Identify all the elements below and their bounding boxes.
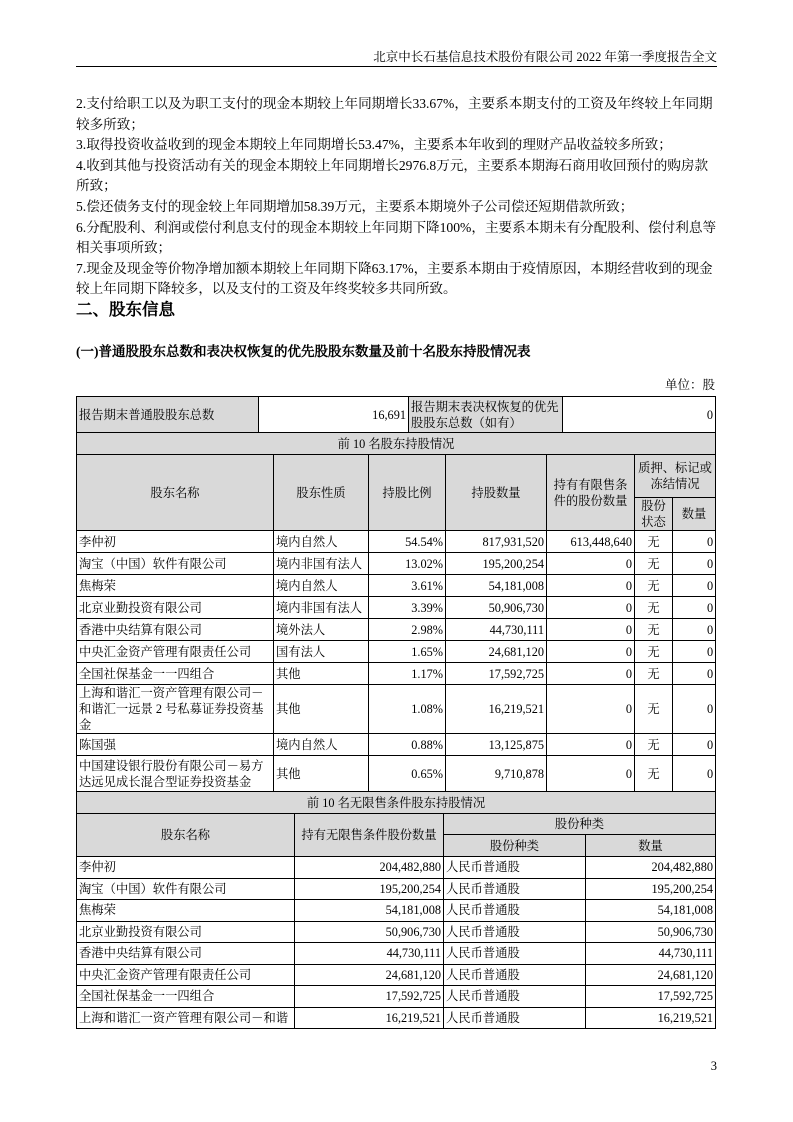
table-cell: 无 bbox=[635, 663, 673, 685]
table-cell: 无 bbox=[635, 553, 673, 575]
table-cell: 204,482,880 bbox=[586, 857, 716, 879]
note-paragraph: 7.现金及现金等价物净增加额本期较上年同期下降63.17%，主要系本期由于疫情原因，本期经营收到的现金较上年同期下降较多，以及支付的工资及年终奖较多共同所致。 bbox=[76, 260, 713, 297]
shareholder-tables bbox=[76, 396, 715, 1029]
table-cell: 54,181,008 bbox=[446, 575, 547, 597]
table-cell: 3.39% bbox=[369, 597, 446, 619]
table-cell: 无 bbox=[635, 685, 673, 734]
table-cell: 16,219,521 bbox=[295, 1007, 444, 1029]
table-cell: 北京业勤投资有限公司 bbox=[77, 921, 295, 943]
note-paragraph: 3.取得投资收益收到的现金本期较上年同期增长53.47%，主要系本年收到的理财产品收益较多所致； bbox=[76, 137, 672, 153]
table-row bbox=[77, 943, 716, 965]
summary-label: 报告期末表决权恢复的优先股股东总数（如有） bbox=[409, 397, 563, 433]
table-cell: 0.65% bbox=[369, 756, 446, 792]
table-cell: 无 bbox=[635, 575, 673, 597]
table-cell: 上海和谐汇一资产管理有限公司－和谐 bbox=[77, 1007, 295, 1029]
table-cell: 无 bbox=[635, 734, 673, 756]
table-cell: 195,200,254 bbox=[586, 878, 716, 900]
table-cell: 人民币普通股 bbox=[444, 986, 586, 1008]
table-cell: 50,906,730 bbox=[586, 921, 716, 943]
table-cell: 54,181,008 bbox=[295, 900, 444, 922]
table-cell: 17,592,725 bbox=[446, 663, 547, 685]
table-row bbox=[77, 857, 716, 879]
table-cell: 44,730,111 bbox=[295, 943, 444, 965]
table-cell: 淘宝（中国）软件有限公司 bbox=[77, 553, 274, 575]
column-header: 持有有限售条件的股份数量 bbox=[547, 455, 635, 531]
column-header: 数量 bbox=[673, 498, 716, 531]
table-cell: 0 bbox=[547, 685, 635, 734]
summary-value: 0 bbox=[563, 397, 716, 433]
table-cell: 全国社保基金一一四组合 bbox=[77, 986, 295, 1008]
column-header: 股东性质 bbox=[274, 455, 369, 531]
table-cell: 0 bbox=[673, 597, 716, 619]
table-cell: 44,730,111 bbox=[586, 943, 716, 965]
table-cell: 195,200,254 bbox=[295, 878, 444, 900]
table-cell: 中央汇金资产管理有限责任公司 bbox=[77, 641, 274, 663]
table-cell: 人民币普通股 bbox=[444, 964, 586, 986]
table-cell: 中国建设银行股份有限公司－易方达远见成长混合型证券投资基金 bbox=[77, 756, 274, 792]
column-header: 数量 bbox=[586, 835, 716, 857]
column-header: 持股比例 bbox=[369, 455, 446, 531]
table-cell: 0 bbox=[673, 553, 716, 575]
table-cell: 境内非国有法人 bbox=[274, 553, 369, 575]
table-cell: 国有法人 bbox=[274, 641, 369, 663]
table-cell: 人民币普通股 bbox=[444, 900, 586, 922]
column-header: 股份种类 bbox=[444, 835, 586, 857]
table-cell: 0 bbox=[547, 597, 635, 619]
header-rule bbox=[76, 66, 717, 67]
table-cell: 13,125,875 bbox=[446, 734, 547, 756]
table-cell: 17,592,725 bbox=[586, 986, 716, 1008]
table-cell: 境外法人 bbox=[274, 619, 369, 641]
table-cell: 0 bbox=[673, 531, 716, 553]
table-cell: 0 bbox=[547, 553, 635, 575]
note-paragraph: 4.收到其他与投资活动有关的现金本期较上年同期增长2976.8万元，主要系本期海石商用收回预付的购房款所致； bbox=[76, 157, 709, 194]
table-cell: 全国社保基金一一四组合 bbox=[77, 663, 274, 685]
table-row bbox=[77, 685, 716, 734]
table-cell: 54.54% bbox=[369, 531, 446, 553]
table-cell: 2.98% bbox=[369, 619, 446, 641]
table-cell: 焦梅荣 bbox=[77, 575, 274, 597]
table-cell: 0 bbox=[673, 734, 716, 756]
table-cell: 其他 bbox=[274, 663, 369, 685]
note-paragraph: 2.支付给职工以及为职工支付的现金本期较上年同期增长33.67%，主要系本期支付的工资及年终较上年同期较多所致； bbox=[76, 96, 713, 132]
column-header: 股东名称 bbox=[77, 455, 274, 531]
table-cell: 淘宝（中国）软件有限公司 bbox=[77, 878, 295, 900]
table-cell: 0 bbox=[547, 641, 635, 663]
subsection-title: (一)普通股股东总数和表决权恢复的优先股股东数量及前十名股东持股情况表 bbox=[76, 344, 531, 359]
column-header: 质押、标记或冻结情况 bbox=[635, 455, 716, 498]
table-cell: 陈国强 bbox=[77, 734, 274, 756]
table-row bbox=[77, 619, 716, 641]
table-cell: 0.88% bbox=[369, 734, 446, 756]
table-row bbox=[77, 900, 716, 922]
table-cell: 李仲初 bbox=[77, 857, 295, 879]
table-row bbox=[77, 531, 716, 553]
table-cell: 13.02% bbox=[369, 553, 446, 575]
table-row bbox=[77, 553, 716, 575]
column-header: 股东名称 bbox=[77, 814, 295, 857]
table-cell: 中央汇金资产管理有限责任公司 bbox=[77, 964, 295, 986]
table-cell: 境内非国有法人 bbox=[274, 597, 369, 619]
table-cell: 1.17% bbox=[369, 663, 446, 685]
table-row bbox=[77, 734, 716, 756]
table-section-title: 前 10 名股东持股情况 bbox=[77, 433, 716, 455]
table-cell: 50,906,730 bbox=[295, 921, 444, 943]
table-cell: 0 bbox=[673, 641, 716, 663]
table-row bbox=[77, 756, 716, 792]
table-cell: 24,681,120 bbox=[586, 964, 716, 986]
table-cell: 16,219,521 bbox=[446, 685, 547, 734]
table-row bbox=[77, 921, 716, 943]
note-paragraph: 5.偿还债务支付的现金较上年同期增加58.39万元，主要系本期境外子公司偿还短期借款所致； bbox=[76, 198, 634, 214]
page-number: 3 bbox=[710, 1059, 717, 1073]
table-cell: 50,906,730 bbox=[446, 597, 547, 619]
table-row bbox=[77, 575, 716, 597]
table-cell: 44,730,111 bbox=[446, 619, 547, 641]
table-cell: 无 bbox=[635, 619, 673, 641]
table-cell: 其他 bbox=[274, 756, 369, 792]
running-header: 北京中长石基信息技术股份有限公司 2022 年第一季度报告全文 bbox=[373, 50, 717, 64]
summary-value: 16,691 bbox=[259, 397, 409, 433]
table-cell: 境内自然人 bbox=[274, 734, 369, 756]
table-cell: 焦梅荣 bbox=[77, 900, 295, 922]
column-header: 股份状态 bbox=[635, 498, 673, 531]
table-row bbox=[77, 597, 716, 619]
table-cell: 境内自然人 bbox=[274, 575, 369, 597]
table-cell: 204,482,880 bbox=[295, 857, 444, 879]
table-cell: 无 bbox=[635, 756, 673, 792]
table-cell: 人民币普通股 bbox=[444, 921, 586, 943]
table-cell: 人民币普通股 bbox=[444, 943, 586, 965]
table-cell: 0 bbox=[547, 734, 635, 756]
unit-label: 单位：股 bbox=[664, 378, 715, 392]
table-cell: 0 bbox=[673, 619, 716, 641]
table-row bbox=[77, 641, 716, 663]
table-cell: 24,681,120 bbox=[295, 964, 444, 986]
table-cell: 0 bbox=[673, 756, 716, 792]
table-cell: 人民币普通股 bbox=[444, 878, 586, 900]
table-cell: 3.61% bbox=[369, 575, 446, 597]
table-row bbox=[77, 663, 716, 685]
table-cell: 香港中央结算有限公司 bbox=[77, 943, 295, 965]
table-row bbox=[77, 986, 716, 1008]
table-cell: 1.65% bbox=[369, 641, 446, 663]
table-cell: 李仲初 bbox=[77, 531, 274, 553]
table-cell: 上海和谐汇一资产管理有限公司－和谐汇一远景 2 号私募证券投资基金 bbox=[77, 685, 274, 734]
table-row bbox=[77, 1007, 716, 1029]
table-cell: 境内自然人 bbox=[274, 531, 369, 553]
section-title: 二、股东信息 bbox=[76, 300, 175, 319]
column-header: 股份种类 bbox=[444, 814, 716, 835]
table-cell: 0 bbox=[673, 663, 716, 685]
table-cell: 人民币普通股 bbox=[444, 1007, 586, 1029]
table-cell: 0 bbox=[547, 663, 635, 685]
note-paragraph: 6.分配股利、利润或偿付利息支付的现金本期较上年同期下降100%，主要系本期未有分配股利、偿付利息等相关事项所致； bbox=[76, 219, 717, 256]
table-cell: 195,200,254 bbox=[446, 553, 547, 575]
summary-label: 报告期末普通股股东总数 bbox=[77, 397, 259, 433]
column-header: 持有无限售条件股份数量 bbox=[295, 814, 444, 857]
column-header: 持股数量 bbox=[446, 455, 547, 531]
table-cell: 0 bbox=[547, 619, 635, 641]
table-cell: 人民币普通股 bbox=[444, 857, 586, 879]
table-row bbox=[77, 964, 716, 986]
table-cell: 9,710,878 bbox=[446, 756, 547, 792]
table-cell: 0 bbox=[673, 685, 716, 734]
table-cell: 香港中央结算有限公司 bbox=[77, 619, 274, 641]
table-cell: 1.08% bbox=[369, 685, 446, 734]
table-cell: 817,931,520 bbox=[446, 531, 547, 553]
table-cell: 其他 bbox=[274, 685, 369, 734]
table-cell: 54,181,008 bbox=[586, 900, 716, 922]
table-cell: 24,681,120 bbox=[446, 641, 547, 663]
table-cell: 16,219,521 bbox=[586, 1007, 716, 1029]
unrestricted-shareholders-table bbox=[76, 791, 716, 1029]
table-cell: 0 bbox=[547, 575, 635, 597]
table-cell: 无 bbox=[635, 531, 673, 553]
table-cell: 北京业勤投资有限公司 bbox=[77, 597, 274, 619]
table-cell: 17,592,725 bbox=[295, 986, 444, 1008]
table-cell: 0 bbox=[547, 756, 635, 792]
table-cell: 0 bbox=[673, 575, 716, 597]
shareholder-summary-table bbox=[76, 396, 716, 433]
table-cell: 无 bbox=[635, 597, 673, 619]
table-cell: 无 bbox=[635, 641, 673, 663]
table-cell: 613,448,640 bbox=[547, 531, 635, 553]
cash-flow-notes bbox=[76, 94, 718, 300]
top10-shareholders-table bbox=[76, 432, 716, 792]
table-section-title: 前 10 名无限售条件股东持股情况 bbox=[77, 792, 716, 814]
table-row bbox=[77, 878, 716, 900]
